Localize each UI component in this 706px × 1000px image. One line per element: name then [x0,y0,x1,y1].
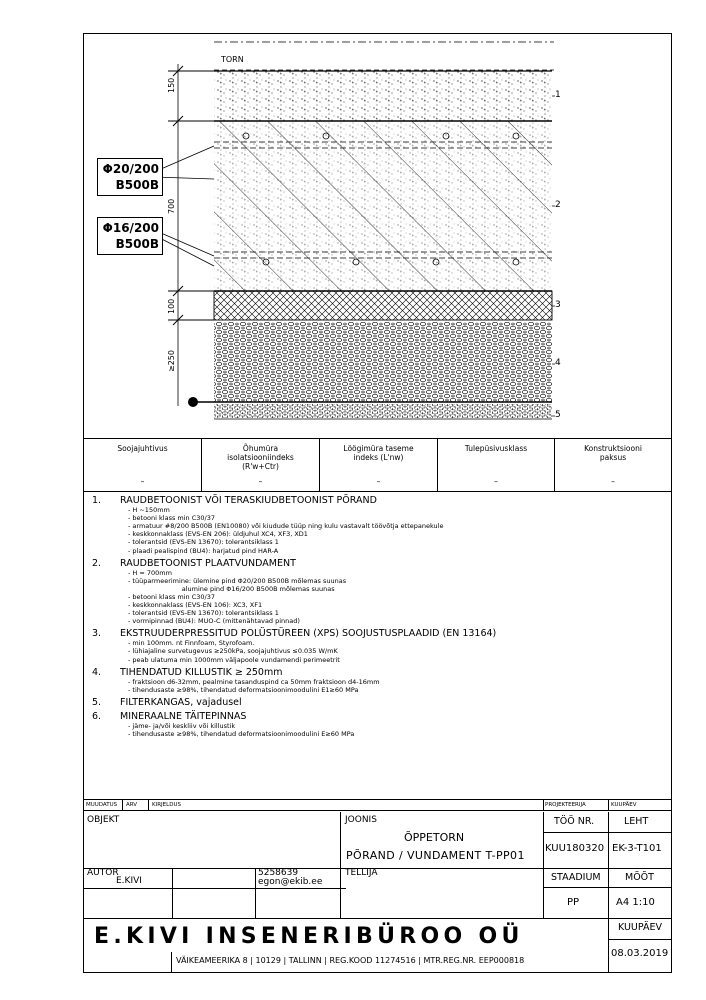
layer-number-2: 2 [555,200,561,210]
prop-header: Tulepüsivusklass [464,444,528,453]
note-heading: RAUDBETOONIST PLAATVUNDAMENT [120,557,296,569]
layer-number-4: 4 [555,358,561,368]
layer-number-1: 1 [555,90,561,100]
work-number: KUU180320 [545,843,605,854]
note-number: 1. [92,495,102,506]
dim-250: ≥250 [167,350,176,372]
dim-100: 100 [167,298,176,314]
torn-label: TORN [221,55,244,64]
note-heading: TIHENDATUD KILLUSTIK ≥ 250mm [120,666,283,678]
note-line: - peab ulatuma min 1000mm väljapoole vundamendi perimeetrit [128,655,340,664]
prop-header: Soojajuhtivus [117,444,168,453]
note-line: - tihendusaste ≥98%, tihendatud deformatsioonimoodulini E≥60 MPa [128,729,355,738]
note-heading: EKSTRUUDERPRESSITUD POLÜSTÜREEN (XPS) SOOJUSTUSPLAADID (EN 13164) [120,628,497,640]
author-name: E.KIVI [116,876,142,886]
note-number: 6. [92,710,102,722]
prop-col-fire [438,439,555,491]
note-number: 4. [92,666,102,678]
rebar-callout-top [97,158,163,196]
prop-value: – [258,477,263,486]
prop-header: Õhumüra isolatsiooniindeks (R'w+Ctr) [227,444,294,471]
note-line: alumine pind Φ16/200 B500B mõlemas suunas [128,584,335,593]
note-line: - jäme- ja/või keskliiv või killustik [128,721,236,730]
note-line: - vormipinnad (BU4): MUO-C (mittenähtavad pinnad) [128,617,300,626]
company-address: VÄIKEAMEERIKA 8 | 10129 | TALLINN | REG.KOOD 11274516 | MTR.REG.NR. EEP000818 [176,956,525,965]
rebar-callout-top-line1: Φ20/200 [102,162,159,176]
rebar-callout-bottom [97,217,163,255]
company-name: E.KIVI INSENERIBÜROO OÜ [94,924,524,949]
rev-desc-label: KIRJELDUS [152,802,181,808]
dim-150: 150 [167,77,176,93]
stage-label: STAADIUM [551,872,601,883]
drawing-title-sheet: PÕRAND / VUNDAMENT T-PP01 [346,849,525,862]
note-line: - betooni klass min C30/37 [128,592,216,601]
note-line: - plaadi pealispind (BU4): harjatud pind HAR-A [128,546,279,555]
note-heading: MINERAALNE TÄITEPINNAS [120,710,247,722]
prop-col-thermal [84,439,202,491]
rebar-callout-bottom-line1: Φ16/200 [102,221,159,235]
properties-table [84,438,671,492]
dim-700: 700 [167,198,176,214]
rebar-callout-bottom-line2: B500B [115,237,159,251]
prop-col-impact [320,439,438,491]
rev-designer-label: PROJEKTEERIJA [545,802,586,808]
sheet-number: EK-3-T101 [612,843,662,854]
note-line: - keskkonnaklass (EVS-EN 206): üldjuhul XC4, XF3, XD1 [128,530,308,539]
prop-value: – [140,477,145,486]
layer-number-3: 3 [555,300,561,310]
objekt-label: OBJEKT [87,815,120,825]
note-line: - fraktsioon d6-32mm, pealmine tasanduspind ca 50mm fraktsioon d4-16mm [128,677,380,686]
drawing-sheet [83,33,672,973]
scale-label: MÕÕT [625,872,654,883]
prop-col-thickness [555,439,671,491]
note-line: - min 100mm. nt Finnfoam, Styrofoam. [128,639,255,648]
sheet-label: LEHT [624,816,649,827]
rev-date-label: KUUPÄEV [611,802,637,808]
stage-value: PP [567,897,580,908]
note-line: - tolerantsid (EVS-EN 13670): tolerantsiklass 1 [128,609,279,618]
note-line: - tihendusaste ≥98%, tihendatud deformatsioonimoodulini E1≥60 MPa [128,685,359,694]
note-line: - H ~150mm [128,506,170,514]
date-label: KUUPÄEV [618,922,663,933]
date-value: 08.03.2019 [611,948,669,959]
revision-row [84,799,671,811]
section-drawing [84,34,671,438]
prop-value: – [611,477,615,486]
note-number: 3. [92,628,102,640]
work-number-label: TÖÖ NR. [554,816,595,827]
author-label: AUTOR [87,868,119,878]
joonis-label: JOONIS [345,815,377,825]
author-email: egon@ekib.ee [258,877,323,887]
layer-number-5: 5 [555,410,561,420]
note-line: - keskkonnaklass (EVS-EN 106): XC3, XF1 [128,601,263,609]
note-line: - tolerantsid (EVS-EN 13670): tolerantsiklass 1 [128,538,279,547]
rebar-callout-top-line2: B500B [115,178,159,192]
note-line: - lühiajaline survetugevus ≥250kPa, soojajuhtivus ≤0.035 W/mK [128,647,338,656]
prop-header: Konstruktsiooni paksus [584,444,642,462]
note-heading: RAUDBETOONIST VÕI TERASKIUDBETOONIST PÕRAND [120,495,377,506]
rev-change-label: MUUDATUS [86,802,118,808]
prop-header: Löögimüra taseme indeks (L'nw) [343,444,414,462]
note-line: - armatuur #8/200 B500B (EN10080) või kiudude tüüp ning kulu vastavalt töövõtja ettepanekule [128,522,444,531]
note-number: 2. [92,557,102,569]
rev-count-label: ARV [126,802,138,808]
prop-value: – [376,477,381,486]
note-heading: FILTERKANGAS, vajadusel [120,696,242,708]
title-block [84,812,671,972]
scale-value: A4 1:10 [616,897,655,908]
prop-col-airborne [202,439,320,491]
note-line: - H = 700mm [128,568,172,577]
note-line: - tüüparmeerimine: ülemine pind Φ20/200 B500B mõlemas suunas [128,576,347,585]
note-line: - betooni klass min C30/37 [128,514,216,523]
prop-value: – [494,477,498,486]
author-phone: 5258639 [258,868,299,878]
note-number: 5. [92,696,102,708]
client-label: TELLIJA [345,868,378,878]
drawing-title-project: ÕPPETORN [404,831,465,844]
